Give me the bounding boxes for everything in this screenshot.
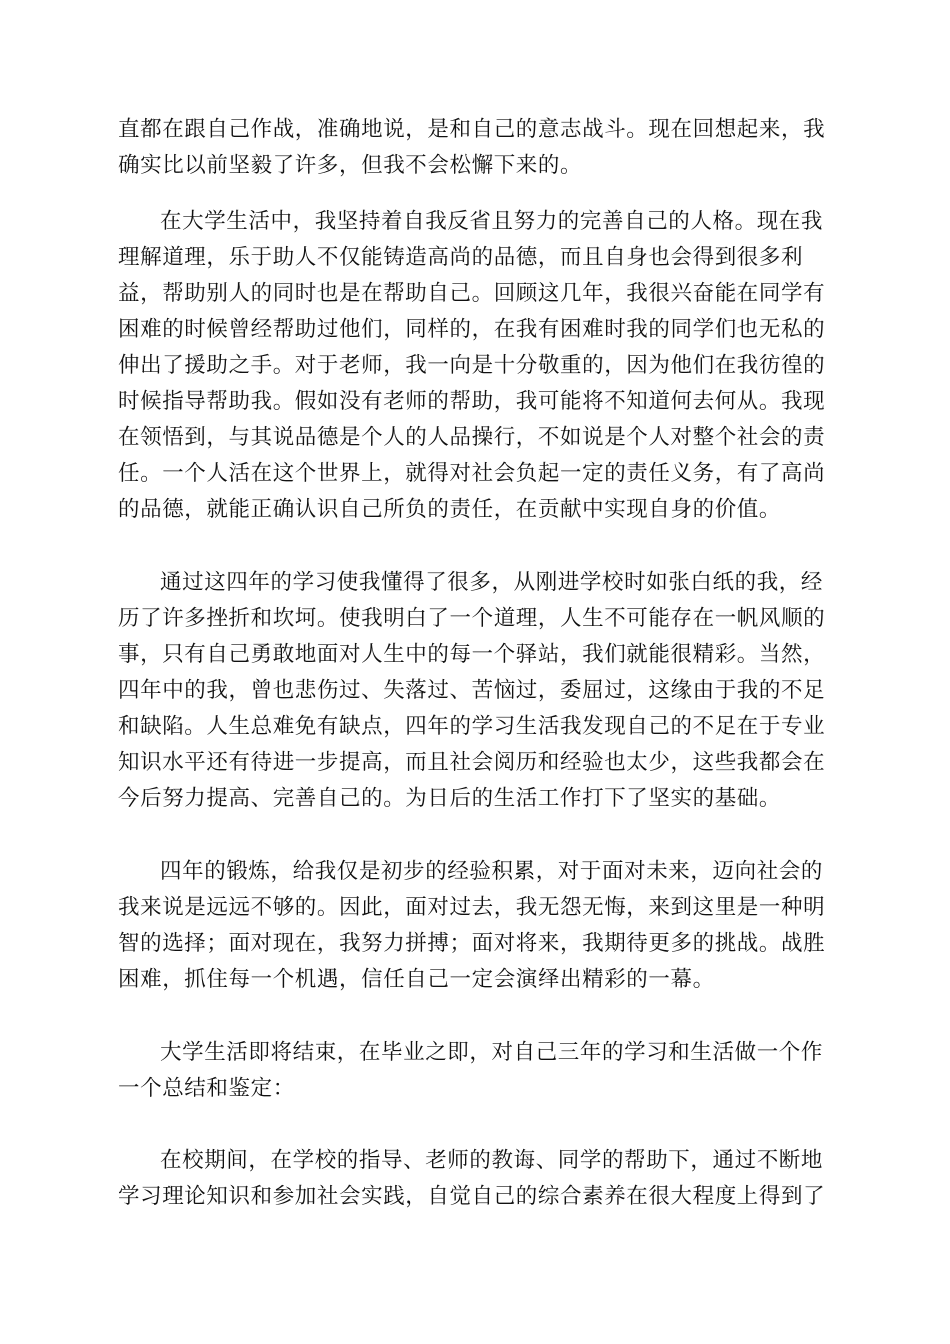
text-line: 任。一个人活在这个世界上，就得对社会负起一定的责任义务，有了高尚: [118, 461, 826, 486]
text-line: 直都在跟自己作战，准确地说，是和自己的意志战斗。现在回想起来，我: [118, 117, 826, 142]
text-line: 我来说是远远不够的。因此，面对过去，我无怨无悔，来到这里是一种明: [118, 895, 826, 920]
text-line: 困难，抓住每一个机遇，信任自己一定会演绎出精彩的一幕。: [118, 967, 715, 992]
text-line: 学习理论知识和参加社会实践，自觉自己的综合素养在很大程度上得到了: [118, 1184, 826, 1209]
text-line: 困难的时候曾经帮助过他们，同样的，在我有困难时我的同学们也无私的: [118, 317, 826, 342]
text-line: 的品德，就能正确认识自己所负的责任，在贡献中实现自身的价值。: [118, 497, 782, 522]
text-line: 知识水平还有待进一步提高，而且社会阅历和经验也太少，这些我都会在: [118, 750, 826, 775]
text-line: 伸出了援助之手。对于老师，我一向是十分敬重的，因为他们在我彷徨的: [118, 353, 826, 378]
text-line: 益，帮助别人的同时也是在帮助自己。回顾这几年，我很兴奋能在同学有: [118, 281, 826, 306]
text-line: 通过这四年的学习使我懂得了很多，从刚进学校时如张白纸的我，经: [160, 570, 824, 595]
text-line: 一个总结和鉴定：: [118, 1076, 295, 1101]
text-line: 四年中的我，曾也悲伤过、失落过、苦恼过，委屈过，这缘由于我的不足: [118, 678, 826, 703]
text-line: 和缺陷。人生总难免有缺点，四年的学习生活我发现自己的不足在于专业: [118, 714, 826, 739]
text-line: 在校期间，在学校的指导、老师的教诲、同学的帮助下，通过不断地: [160, 1148, 824, 1173]
text-line: 确实比以前坚毅了许多，但我不会松懈下来的。: [118, 153, 583, 178]
text-line: 事，只有自己勇敢地面对人生中的每一个驿站，我们就能很精彩。当然，: [118, 642, 826, 667]
text-line: 今后努力提高、完善自己的。为日后的生活工作打下了坚实的基础。: [118, 786, 782, 811]
text-line: 时候指导帮助我。假如没有老师的帮助，我可能将不知道何去何从。我现: [118, 389, 826, 414]
text-line: 四年的锻炼，给我仅是初步的经验积累，对于面对未来，迈向社会的: [160, 859, 824, 884]
text-line: 智的选择；面对现在，我努力拼搏；面对将来，我期待更多的挑战。战胜: [118, 931, 826, 956]
text-line: 理解道理，乐于助人不仅能铸造高尚的品德，而且自身也会得到很多利: [118, 245, 804, 270]
text-line: 在大学生活中，我坚持着自我反省且努力的完善自己的人格。现在我: [160, 209, 824, 234]
text-line: 在领悟到，与其说品德是个人的人品操行，不如说是个人对整个社会的责: [118, 425, 826, 450]
text-line: 历了许多挫折和坎坷。使我明白了一个道理，人生不可能存在一帆风顺的: [118, 606, 826, 631]
text-line: 大学生活即将结束，在毕业之即，对自己三年的学习和生活做一个作: [160, 1040, 824, 1065]
